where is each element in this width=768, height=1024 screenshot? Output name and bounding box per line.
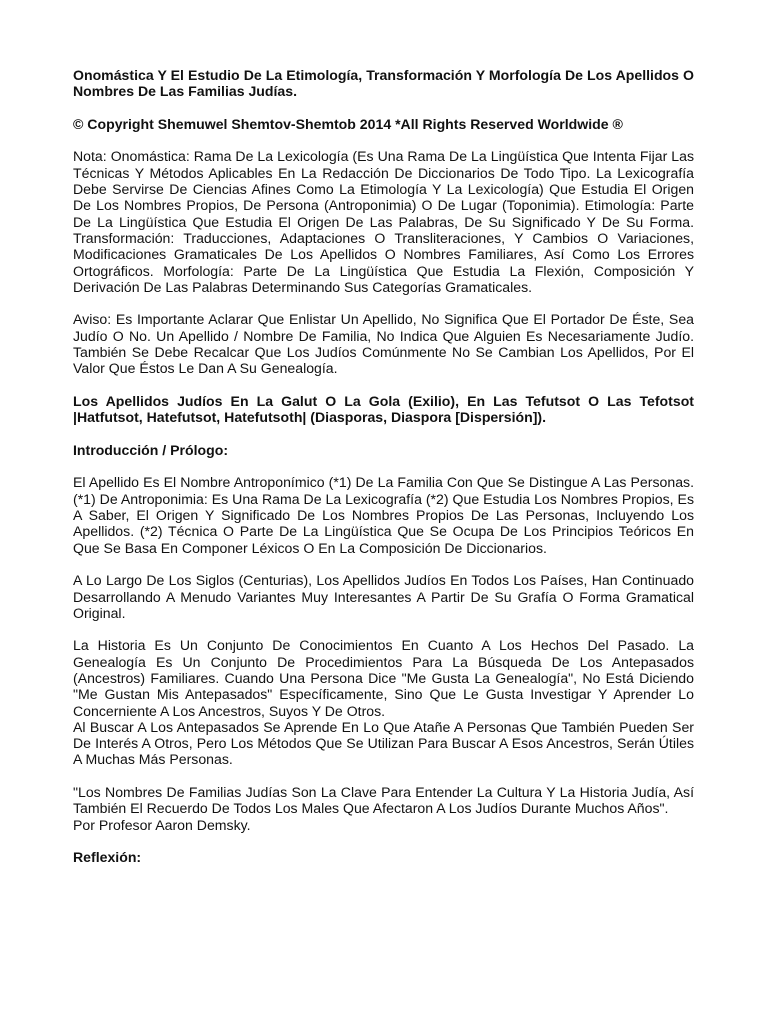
- intro-paragraph-siglos: A Lo Largo De Los Siglos (Centurias), Los Apellidos Judíos En Todos Los Países, Han Continuado Desarrollando A Menudo Variantes Muy Interesantes A Partir De Su Grafía O Forma Gramatical Original.: [73, 572, 694, 621]
- historia-text: La Historia Es Un Conjunto De Conocimientos En Cuanto A Los Hechos Del Pasado. La Genealogía Es Un Conjunto De Procedimientos Para La Búsqueda De Los Antepasados (Ancestros) Familiares. Cuando Una Persona Dice "Me Gusta La Genealogía", No Está Diciendo "Me Gustan Mis Antepasados" Específicamente, Sino Que Le Gusta Investigar Y Aprender Lo Concerniente A Los Ancestros, Suyos Y De Otros.: [73, 637, 694, 719]
- diaspora-heading: Los Apellidos Judíos En La Galut O La Gola (Exilio), En Las Tefutsot O Las Tefotsot |Hatfutsot, Hatefutsot, Hatefutsoth| (Diasporas, Diaspora [Dispersión]).: [73, 392, 694, 426]
- quote-block: [73, 784, 694, 833]
- aviso-paragraph: Aviso: Es Importante Aclarar Que Enlistar Un Apellido, No Significa Que El Portador De Éste, Sea Judío O No. Un Apellido / Nombre De Familia, No Indica Que Alguien Es Necesariamente Judío. También Se Debe Recalcar Que Los Judíos Comúnmente No Se Cambian Los Apellidos, Por El Valor Que Éstos Le Dan A Su Genealogía.: [73, 311, 694, 377]
- intro-paragraph-historia: [73, 637, 694, 767]
- quote-author: Por Profesor Aaron Demsky.: [73, 816, 251, 833]
- document-page: [73, 67, 694, 882]
- document-title: Onomástica Y El Estudio De La Etimología, Transformación Y Morfología De Los Apellidos O Nombres De Las Familias Judías.: [73, 67, 694, 100]
- intro-heading: Introducción / Prólogo:: [73, 441, 229, 458]
- antepasados-text: Al Buscar A Los Antepasados Se Aprende En Lo Que Atañe A Personas Que También Pueden Ser De Interés A Otros, Pero Los Métodos Que Se Utilizan Para Buscar A Esos Ancestros, Serán Útiles A Muchas Más Personas.: [73, 718, 694, 768]
- intro-paragraph-apellido: El Apellido Es El Nombre Antroponímico (*1) De La Familia Con Que Se Distingue A Las Personas. (*1) De Antroponimia: Es Una Rama De La Lexicografía (*2) Que Estudia Los Nombres Propios, Es A Saber, El Origen Y Significado De Los Nombres Propios De Las Personas, Incluyendo Los Apellidos. (*2) Técnica O Parte De La Lingüística Que Se Ocupa De Los Principios Teóricos En Que Se Basa En Componer Léxicos O En La Composición De Diccionarios.: [73, 474, 694, 556]
- nota-paragraph: Nota: Onomástica: Rama De La Lexicología (Es Una Rama De La Lingüística Que Intenta Fijar Las Técnicas Y Métodos Aplicables En La Redacción De Diccionarios De Todo Tipo. La Lexicografía Debe Servirse De Ciencias Afines Como La Etimología Y La Lexicología) Que Estudia El Origen De Los Nombres Propios, De Persona (Antroponimia) O De Lugar (Toponimia). Etimología: Parte De La Lingüística Que Estudia El Origen De Las Palabras, De Su Significado Y De Su Forma. Transformación: Traducciones, Adaptaciones O Transliteraciones, Y Cambios O Variaciones, Modificaciones Gramaticales De Los Apellidos O Nombres Familiares, Así Como Los Errores Ortográficos. Morfología: Parte De La Lingüística Que Estudia La Flexión, Composición Y Derivación De Las Palabras Determinando Sus Categorías Gramaticales.: [73, 148, 694, 295]
- copyright-notice: © Copyright Shemuwel Shemtov-Shemtob 2014 *All Rights Reserved Worldwide ®: [73, 115, 623, 132]
- reflexion-heading: Reflexión:: [73, 849, 142, 866]
- quote-text: "Los Nombres De Familias Judías Son La Clave Para Entender La Cultura Y La Historia Judía, Así También El Recuerdo De Todos Los Males Que Afectaron A Los Judíos Durante Muchos Años".: [73, 784, 694, 817]
